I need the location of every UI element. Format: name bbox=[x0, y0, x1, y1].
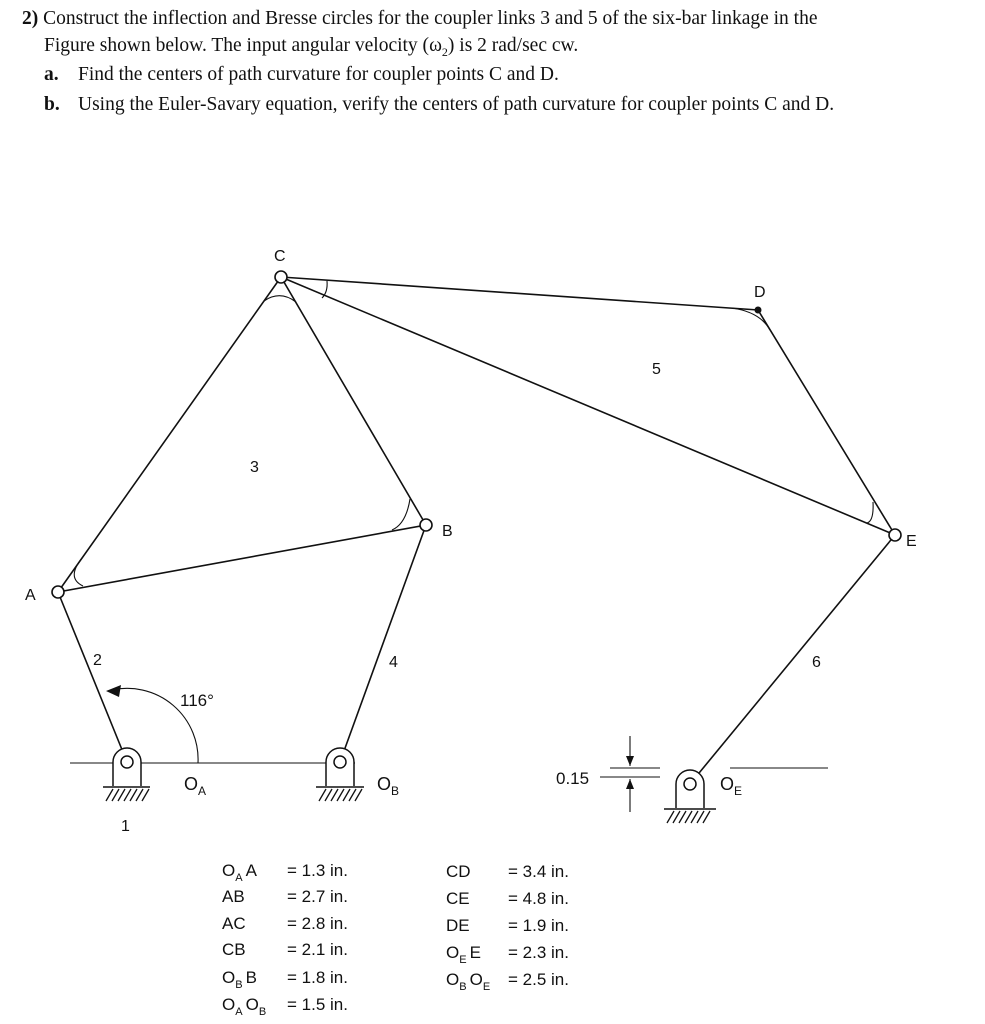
dim-cd-value: = 3.4 in. bbox=[508, 862, 569, 881]
dim-ob-b: $O_B$ B bbox=[222, 968, 257, 991]
label-e: E bbox=[906, 533, 917, 550]
part-b-text: Using the Euler-Savary equation, verify the centers of path curvature for coupler points C and D. bbox=[78, 94, 835, 115]
label-b: B bbox=[442, 523, 453, 540]
dim-ab: AB bbox=[222, 887, 245, 906]
problem-number: 2) bbox=[22, 8, 39, 29]
angle-label: 116° bbox=[180, 691, 214, 710]
label-c: C bbox=[274, 248, 286, 265]
dim-oa-ob: $O_A$ $O_B$ bbox=[222, 995, 267, 1018]
label-oe: $O_E$ bbox=[720, 774, 743, 798]
dim-ob-oe-value: = 2.5 in. bbox=[508, 970, 569, 989]
ground-pivot-oa bbox=[103, 748, 150, 801]
label-d: D bbox=[754, 284, 766, 301]
dim-ce-value: = 4.8 in. bbox=[508, 889, 569, 908]
dim-cd: CD bbox=[446, 862, 471, 881]
ground-pivot-ob bbox=[316, 748, 364, 801]
ground-pivot-oe bbox=[664, 770, 716, 823]
dim-cb: CB bbox=[222, 940, 246, 959]
omega-subscript: 2 bbox=[441, 44, 448, 59]
part-b-label: b. bbox=[44, 94, 60, 115]
part-a-text: Find the centers of path curvature for coupler points C and D. bbox=[78, 64, 559, 85]
label-ob: $O_B$ bbox=[377, 774, 400, 798]
link-label-3: 3 bbox=[250, 459, 259, 476]
corner-arc-e bbox=[867, 502, 873, 523]
dim-oe-e: $O_E$ E bbox=[446, 943, 481, 966]
label-a: A bbox=[25, 587, 36, 604]
dim-oa-a: $O_A$ A bbox=[222, 861, 257, 884]
part-a-label: a. bbox=[44, 64, 59, 85]
dim-cb-value: = 2.1 in. bbox=[287, 940, 348, 959]
statement-line-2-post: ) is 2 rad/sec cw. bbox=[447, 35, 579, 56]
dim-de: DE bbox=[446, 916, 470, 935]
joint-a bbox=[52, 586, 64, 598]
link-3 bbox=[58, 277, 426, 592]
offset-arrows bbox=[626, 736, 634, 812]
angle-arrowhead bbox=[106, 685, 121, 697]
corner-arc-a bbox=[74, 558, 83, 586]
dim-ac-value: = 2.8 in. bbox=[287, 914, 348, 933]
dimensions-left bbox=[222, 861, 348, 1018]
corner-arc-b bbox=[392, 499, 410, 530]
dim-oa-a-value: = 1.3 in. bbox=[287, 861, 348, 880]
dim-ac: AC bbox=[222, 914, 246, 933]
link-5 bbox=[281, 277, 895, 535]
joint-d bbox=[755, 307, 762, 314]
link-label-1: 1 bbox=[121, 818, 130, 835]
link-label-5: 5 bbox=[652, 361, 661, 378]
link-2 bbox=[58, 592, 127, 762]
link-label-2: 2 bbox=[93, 652, 102, 669]
link-6 bbox=[690, 535, 895, 784]
dim-oa-ob-value: = 1.5 in. bbox=[287, 995, 348, 1014]
joint-b bbox=[420, 519, 432, 531]
joint-c bbox=[275, 271, 287, 283]
dim-ab-value: = 2.7 in. bbox=[287, 887, 348, 906]
offset-label: 0.15 bbox=[556, 769, 590, 788]
omega-symbol: ω bbox=[429, 35, 442, 56]
label-oa: $O_A$ bbox=[184, 774, 207, 798]
statement-line-1: Construct the inflection and Bresse circles for the coupler links 3 and 5 of the six-bar linkage in the bbox=[43, 8, 818, 29]
dim-ce: CE bbox=[446, 889, 470, 908]
corner-arc-c3 bbox=[264, 296, 296, 302]
dim-de-value: = 1.9 in. bbox=[508, 916, 569, 935]
link-4 bbox=[340, 525, 426, 762]
dim-ob-b-value: = 1.8 in. bbox=[287, 968, 348, 987]
dimensions-right bbox=[446, 862, 569, 993]
link-label-4: 4 bbox=[389, 654, 398, 671]
dim-ob-oe: $O_B$ $O_E$ bbox=[446, 970, 491, 993]
dim-oe-e-value: = 2.3 in. bbox=[508, 943, 569, 962]
link-label-6: 6 bbox=[812, 654, 821, 671]
statement-line-2-pre: Figure shown below. The input angular velocity ( bbox=[44, 35, 430, 56]
joint-e bbox=[889, 529, 901, 541]
